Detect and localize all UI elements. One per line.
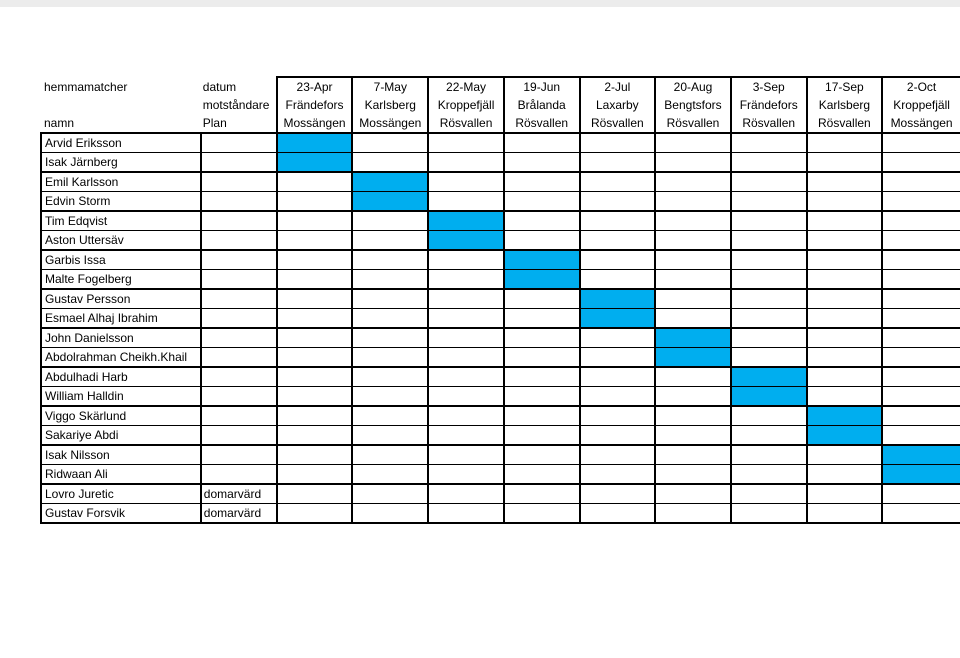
schedule-cell[interactable] xyxy=(882,426,960,446)
schedule-cell[interactable] xyxy=(277,231,353,251)
schedule-cell[interactable] xyxy=(504,504,580,524)
match-opponent-2: Karlsberg xyxy=(352,96,428,114)
schedule-cell[interactable] xyxy=(882,211,960,231)
assigned-cell[interactable] xyxy=(277,133,353,153)
schedule-cell[interactable] xyxy=(277,250,353,270)
schedule-cell[interactable] xyxy=(882,133,960,153)
player-name[interactable]: Ridwaan Ali xyxy=(41,465,201,485)
table-row xyxy=(41,328,960,348)
match-venue-9: Mossängen xyxy=(882,114,960,133)
schedule-cell[interactable] xyxy=(882,367,960,387)
player-note[interactable] xyxy=(201,367,277,387)
schedule-cell[interactable] xyxy=(882,484,960,504)
match-opponent-1: Frändefors xyxy=(277,96,353,114)
table-row xyxy=(41,426,960,446)
assigned-cell[interactable] xyxy=(655,328,731,348)
player-name[interactable]: Abdolrahman Cheikh.Khail xyxy=(41,348,201,368)
player-name[interactable]: Lovro Juretic xyxy=(41,484,201,504)
schedule-cell[interactable] xyxy=(731,231,807,251)
schedule-cell[interactable] xyxy=(428,172,504,192)
schedule-cell[interactable] xyxy=(504,289,580,309)
table-row xyxy=(41,309,960,329)
schedule-cell[interactable] xyxy=(352,231,428,251)
schedule-cell[interactable] xyxy=(277,465,353,485)
match-date-9: 2-Oct xyxy=(882,77,960,96)
schedule-cell[interactable] xyxy=(731,348,807,368)
player-note[interactable] xyxy=(201,250,277,270)
schedule-cell[interactable] xyxy=(731,172,807,192)
schedule-cell[interactable] xyxy=(882,348,960,368)
player-name[interactable]: Esmael Alhaj Ibrahim xyxy=(41,309,201,329)
player-name[interactable]: Emil Karlsson xyxy=(41,172,201,192)
schedule-cell[interactable] xyxy=(655,426,731,446)
assigned-cell[interactable] xyxy=(882,465,960,485)
player-note[interactable] xyxy=(201,426,277,446)
table-row xyxy=(41,406,960,426)
assigned-cell[interactable] xyxy=(807,406,883,426)
schedule-cell[interactable] xyxy=(655,172,731,192)
schedule-cell[interactable] xyxy=(731,465,807,485)
match-venue-3: Rösvallen xyxy=(428,114,504,133)
schedule-cell[interactable] xyxy=(277,406,353,426)
schedule-cell[interactable] xyxy=(428,250,504,270)
table-row xyxy=(41,250,960,270)
player-note[interactable] xyxy=(201,289,277,309)
match-venue-2: Mossängen xyxy=(352,114,428,133)
table-row xyxy=(41,348,960,368)
schedule-cell[interactable] xyxy=(655,133,731,153)
schedule-cell[interactable] xyxy=(882,270,960,290)
schedule-cell[interactable] xyxy=(882,328,960,348)
schedule-cell[interactable] xyxy=(731,484,807,504)
player-note[interactable] xyxy=(201,153,277,173)
schedule-cell[interactable] xyxy=(731,289,807,309)
match-date-3: 22-May xyxy=(428,77,504,96)
match-venue-4: Rösvallen xyxy=(504,114,580,133)
player-name[interactable]: Isak Järnberg xyxy=(41,153,201,173)
table-row xyxy=(41,172,960,192)
assigned-cell[interactable] xyxy=(731,387,807,407)
player-name[interactable]: Isak Nilsson xyxy=(41,445,201,465)
match-venue-5: Rösvallen xyxy=(580,114,656,133)
schedule-cell[interactable] xyxy=(807,133,883,153)
schedule-cell[interactable] xyxy=(504,231,580,251)
schedule-cell[interactable] xyxy=(352,309,428,329)
schedule-cell[interactable] xyxy=(504,211,580,231)
schedule-cell[interactable] xyxy=(655,445,731,465)
header-row-venue xyxy=(41,114,960,133)
schedule-cell[interactable] xyxy=(277,445,353,465)
schedule-cell[interactable] xyxy=(352,484,428,504)
schedule-cell[interactable] xyxy=(277,348,353,368)
table-row xyxy=(41,465,960,485)
schedule-cell[interactable] xyxy=(655,504,731,524)
match-venue-1: Mossängen xyxy=(277,114,353,133)
schedule-cell[interactable] xyxy=(580,426,656,446)
schedule-cell[interactable] xyxy=(277,172,353,192)
schedule-cell[interactable] xyxy=(428,426,504,446)
header-row-date xyxy=(41,77,960,96)
schedule-cell[interactable] xyxy=(504,367,580,387)
match-date-7: 3-Sep xyxy=(731,77,807,96)
schedule-cell[interactable] xyxy=(807,211,883,231)
schedule-cell[interactable] xyxy=(352,348,428,368)
schedule-cell[interactable] xyxy=(807,387,883,407)
match-opponent-6: Bengtsfors xyxy=(655,96,731,114)
player-name[interactable]: Gustav Forsvik xyxy=(41,504,201,524)
schedule-cell[interactable] xyxy=(655,465,731,485)
schedule-cell[interactable] xyxy=(807,289,883,309)
schedule-cell[interactable] xyxy=(428,367,504,387)
player-name[interactable]: Sakariye Abdi xyxy=(41,426,201,446)
schedule-cell[interactable] xyxy=(277,289,353,309)
assigned-cell[interactable] xyxy=(580,309,656,329)
schedule-cell[interactable] xyxy=(580,211,656,231)
schedule-cell[interactable] xyxy=(807,328,883,348)
player-note[interactable] xyxy=(201,445,277,465)
schedule-cell[interactable] xyxy=(277,192,353,212)
player-note[interactable] xyxy=(201,211,277,231)
table-row xyxy=(41,367,960,387)
schedule-cell[interactable] xyxy=(731,328,807,348)
schedule-cell[interactable] xyxy=(580,445,656,465)
schedule-cell[interactable] xyxy=(882,504,960,524)
header-datum: datum xyxy=(202,79,237,94)
schedule-cell[interactable] xyxy=(352,445,428,465)
schedule-cell[interactable] xyxy=(352,133,428,153)
match-date-4: 19-Jun xyxy=(504,77,580,96)
schedule-cell[interactable] xyxy=(731,504,807,524)
schedule-cell[interactable] xyxy=(580,153,656,173)
schedule-cell[interactable] xyxy=(428,387,504,407)
schedule-cell[interactable] xyxy=(731,211,807,231)
schedule-cell[interactable] xyxy=(731,445,807,465)
match-opponent-4: Brålanda xyxy=(504,96,580,114)
schedule-cell[interactable] xyxy=(655,387,731,407)
assigned-cell[interactable] xyxy=(504,250,580,270)
match-opponent-3: Kroppefjäll xyxy=(428,96,504,114)
schedule-cell[interactable] xyxy=(882,406,960,426)
schedule-cell[interactable] xyxy=(580,387,656,407)
player-name[interactable]: Tim Edqvist xyxy=(41,211,201,231)
schedule-cell[interactable] xyxy=(731,250,807,270)
schedule-cell[interactable] xyxy=(655,406,731,426)
schedule-cell[interactable] xyxy=(655,153,731,173)
schedule-cell[interactable] xyxy=(504,309,580,329)
schedule-cell[interactable] xyxy=(504,328,580,348)
schedule-cell[interactable] xyxy=(655,367,731,387)
player-note[interactable] xyxy=(201,192,277,212)
schedule-cell[interactable] xyxy=(580,348,656,368)
assigned-cell[interactable] xyxy=(352,172,428,192)
header-namn: namn xyxy=(41,114,201,133)
schedule-cell[interactable] xyxy=(352,153,428,173)
assigned-cell[interactable] xyxy=(428,211,504,231)
player-note[interactable] xyxy=(201,406,277,426)
schedule-cell[interactable] xyxy=(428,504,504,524)
player-name[interactable]: Aston Uttersäv xyxy=(41,231,201,251)
schedule-cell[interactable] xyxy=(277,211,353,231)
schedule-cell[interactable] xyxy=(655,231,731,251)
player-note[interactable]: domarvärd xyxy=(201,504,277,524)
schedule-cell[interactable] xyxy=(277,309,353,329)
schedule-cell[interactable] xyxy=(655,192,731,212)
match-date-1: 23-Apr xyxy=(277,77,353,96)
table-row xyxy=(41,192,960,212)
schedule-cell[interactable] xyxy=(731,270,807,290)
player-name[interactable]: Abdulhadi Harb xyxy=(41,367,201,387)
schedule-cell[interactable] xyxy=(277,387,353,407)
match-opponent-8: Karlsberg xyxy=(807,96,883,114)
schedule-cell[interactable] xyxy=(655,211,731,231)
table-row xyxy=(41,289,960,309)
schedule-cell[interactable] xyxy=(807,309,883,329)
schedule-cell[interactable] xyxy=(352,289,428,309)
assigned-cell[interactable] xyxy=(428,231,504,251)
schedule-cell[interactable] xyxy=(580,250,656,270)
schedule-cell[interactable] xyxy=(731,192,807,212)
schedule-cell[interactable] xyxy=(277,426,353,446)
schedule-cell[interactable] xyxy=(807,367,883,387)
match-date-5: 2-Jul xyxy=(580,77,656,96)
player-note[interactable] xyxy=(201,172,277,192)
schedule-cell[interactable] xyxy=(428,309,504,329)
schedule-sheet xyxy=(40,76,960,524)
table-row xyxy=(41,133,960,153)
schedule-table xyxy=(40,76,960,524)
schedule-cell[interactable] xyxy=(731,426,807,446)
header-hemmamatcher: hemmamatcher xyxy=(44,79,128,94)
schedule-cell[interactable] xyxy=(580,328,656,348)
schedule-cell[interactable] xyxy=(504,133,580,153)
header-row-opponent xyxy=(41,96,960,114)
schedule-cell[interactable] xyxy=(807,348,883,368)
player-note[interactable] xyxy=(201,328,277,348)
assigned-cell[interactable] xyxy=(277,153,353,173)
schedule-cell[interactable] xyxy=(504,426,580,446)
schedule-cell[interactable] xyxy=(731,309,807,329)
match-date-8: 17-Sep xyxy=(807,77,883,96)
schedule-cell[interactable] xyxy=(580,192,656,212)
schedule-cell[interactable] xyxy=(277,328,353,348)
schedule-cell[interactable] xyxy=(580,133,656,153)
schedule-cell[interactable] xyxy=(882,250,960,270)
assigned-cell[interactable] xyxy=(352,192,428,212)
schedule-cell[interactable] xyxy=(655,309,731,329)
schedule-cell[interactable] xyxy=(655,250,731,270)
table-row xyxy=(41,484,960,504)
top-bar xyxy=(0,0,960,7)
player-name[interactable]: Gustav Persson xyxy=(41,289,201,309)
schedule-cell[interactable] xyxy=(428,406,504,426)
schedule-cell[interactable] xyxy=(504,406,580,426)
schedule-cell[interactable] xyxy=(352,211,428,231)
player-name[interactable]: Arvid Eriksson xyxy=(41,133,201,153)
schedule-cell[interactable] xyxy=(352,465,428,485)
schedule-cell[interactable] xyxy=(731,133,807,153)
schedule-cell[interactable] xyxy=(352,387,428,407)
header-motstandare: motståndare xyxy=(202,98,270,112)
schedule-cell[interactable] xyxy=(882,387,960,407)
assigned-cell[interactable] xyxy=(655,348,731,368)
schedule-cell[interactable] xyxy=(580,367,656,387)
player-name[interactable]: Viggo Skärlund xyxy=(41,406,201,426)
table-row xyxy=(41,153,960,173)
schedule-cell[interactable] xyxy=(580,465,656,485)
match-opponent-9: Kroppefjäll xyxy=(882,96,960,114)
schedule-cell[interactable] xyxy=(882,153,960,173)
schedule-cell[interactable] xyxy=(352,504,428,524)
schedule-cell[interactable] xyxy=(731,153,807,173)
schedule-cell[interactable] xyxy=(352,367,428,387)
schedule-cell[interactable] xyxy=(807,192,883,212)
schedule-cell[interactable] xyxy=(882,309,960,329)
schedule-cell[interactable] xyxy=(428,270,504,290)
schedule-cell[interactable] xyxy=(504,465,580,485)
schedule-cell[interactable] xyxy=(807,250,883,270)
schedule-cell[interactable] xyxy=(352,406,428,426)
player-note[interactable] xyxy=(201,387,277,407)
schedule-cell[interactable] xyxy=(504,172,580,192)
schedule-cell[interactable] xyxy=(807,231,883,251)
match-venue-8: Rösvallen xyxy=(807,114,883,133)
schedule-cell[interactable] xyxy=(428,153,504,173)
schedule-cell[interactable] xyxy=(277,270,353,290)
player-note[interactable] xyxy=(201,348,277,368)
schedule-cell[interactable] xyxy=(580,484,656,504)
assigned-cell[interactable] xyxy=(731,367,807,387)
player-name[interactable]: Garbis Issa xyxy=(41,250,201,270)
schedule-cell[interactable] xyxy=(504,387,580,407)
schedule-cell[interactable] xyxy=(277,484,353,504)
table-row xyxy=(41,445,960,465)
match-date-6: 20-Aug xyxy=(655,77,731,96)
match-venue-7: Rösvallen xyxy=(731,114,807,133)
player-note[interactable] xyxy=(201,309,277,329)
schedule-cell[interactable] xyxy=(807,465,883,485)
schedule-cell[interactable] xyxy=(807,270,883,290)
schedule-cell[interactable] xyxy=(731,406,807,426)
schedule-cell[interactable] xyxy=(428,348,504,368)
schedule-cell[interactable] xyxy=(428,328,504,348)
schedule-cell[interactable] xyxy=(504,348,580,368)
match-opponent-5: Laxarby xyxy=(580,96,656,114)
schedule-cell[interactable] xyxy=(580,270,656,290)
schedule-cell[interactable] xyxy=(352,426,428,446)
schedule-cell[interactable] xyxy=(807,504,883,524)
schedule-cell[interactable] xyxy=(807,445,883,465)
player-name[interactable]: John Danielsson xyxy=(41,328,201,348)
schedule-cell[interactable] xyxy=(428,484,504,504)
schedule-cell[interactable] xyxy=(352,250,428,270)
table-row xyxy=(41,504,960,524)
player-note[interactable] xyxy=(201,231,277,251)
schedule-cell[interactable] xyxy=(352,270,428,290)
schedule-cell[interactable] xyxy=(882,172,960,192)
schedule-cell[interactable] xyxy=(428,465,504,485)
assigned-cell[interactable] xyxy=(504,270,580,290)
match-venue-6: Rösvallen xyxy=(655,114,731,133)
table-row xyxy=(41,387,960,407)
schedule-cell[interactable] xyxy=(807,172,883,192)
table-row xyxy=(41,211,960,231)
match-date-2: 7-May xyxy=(352,77,428,96)
schedule-cell[interactable] xyxy=(580,406,656,426)
player-note[interactable] xyxy=(201,270,277,290)
schedule-cell[interactable] xyxy=(580,231,656,251)
schedule-cell[interactable] xyxy=(504,153,580,173)
schedule-cell[interactable] xyxy=(504,192,580,212)
schedule-cell[interactable] xyxy=(655,270,731,290)
schedule-cell[interactable] xyxy=(807,484,883,504)
schedule-cell[interactable] xyxy=(807,153,883,173)
schedule-cell[interactable] xyxy=(882,231,960,251)
schedule-cell[interactable] xyxy=(277,504,353,524)
schedule-cell[interactable] xyxy=(504,484,580,504)
schedule-cell[interactable] xyxy=(882,192,960,212)
schedule-cell[interactable] xyxy=(504,445,580,465)
player-name[interactable]: William Halldin xyxy=(41,387,201,407)
schedule-cell[interactable] xyxy=(428,445,504,465)
match-opponent-7: Frändefors xyxy=(731,96,807,114)
table-row xyxy=(41,231,960,251)
schedule-cell[interactable] xyxy=(580,504,656,524)
schedule-cell[interactable] xyxy=(655,289,731,309)
player-note[interactable] xyxy=(201,133,277,153)
assigned-cell[interactable] xyxy=(807,426,883,446)
schedule-cell[interactable] xyxy=(428,289,504,309)
schedule-cell[interactable] xyxy=(580,172,656,192)
schedule-cell[interactable] xyxy=(277,367,353,387)
player-name[interactable]: Malte Fogelberg xyxy=(41,270,201,290)
assigned-cell[interactable] xyxy=(580,289,656,309)
player-note[interactable]: domarvärd xyxy=(201,484,277,504)
assigned-cell[interactable] xyxy=(882,445,960,465)
player-name[interactable]: Edvin Storm xyxy=(41,192,201,212)
schedule-cell[interactable] xyxy=(352,328,428,348)
header-plan: Plan xyxy=(201,114,277,133)
schedule-cell[interactable] xyxy=(428,133,504,153)
schedule-cell[interactable] xyxy=(428,192,504,212)
table-row xyxy=(41,270,960,290)
schedule-cell[interactable] xyxy=(655,484,731,504)
schedule-cell[interactable] xyxy=(882,289,960,309)
player-note[interactable] xyxy=(201,465,277,485)
